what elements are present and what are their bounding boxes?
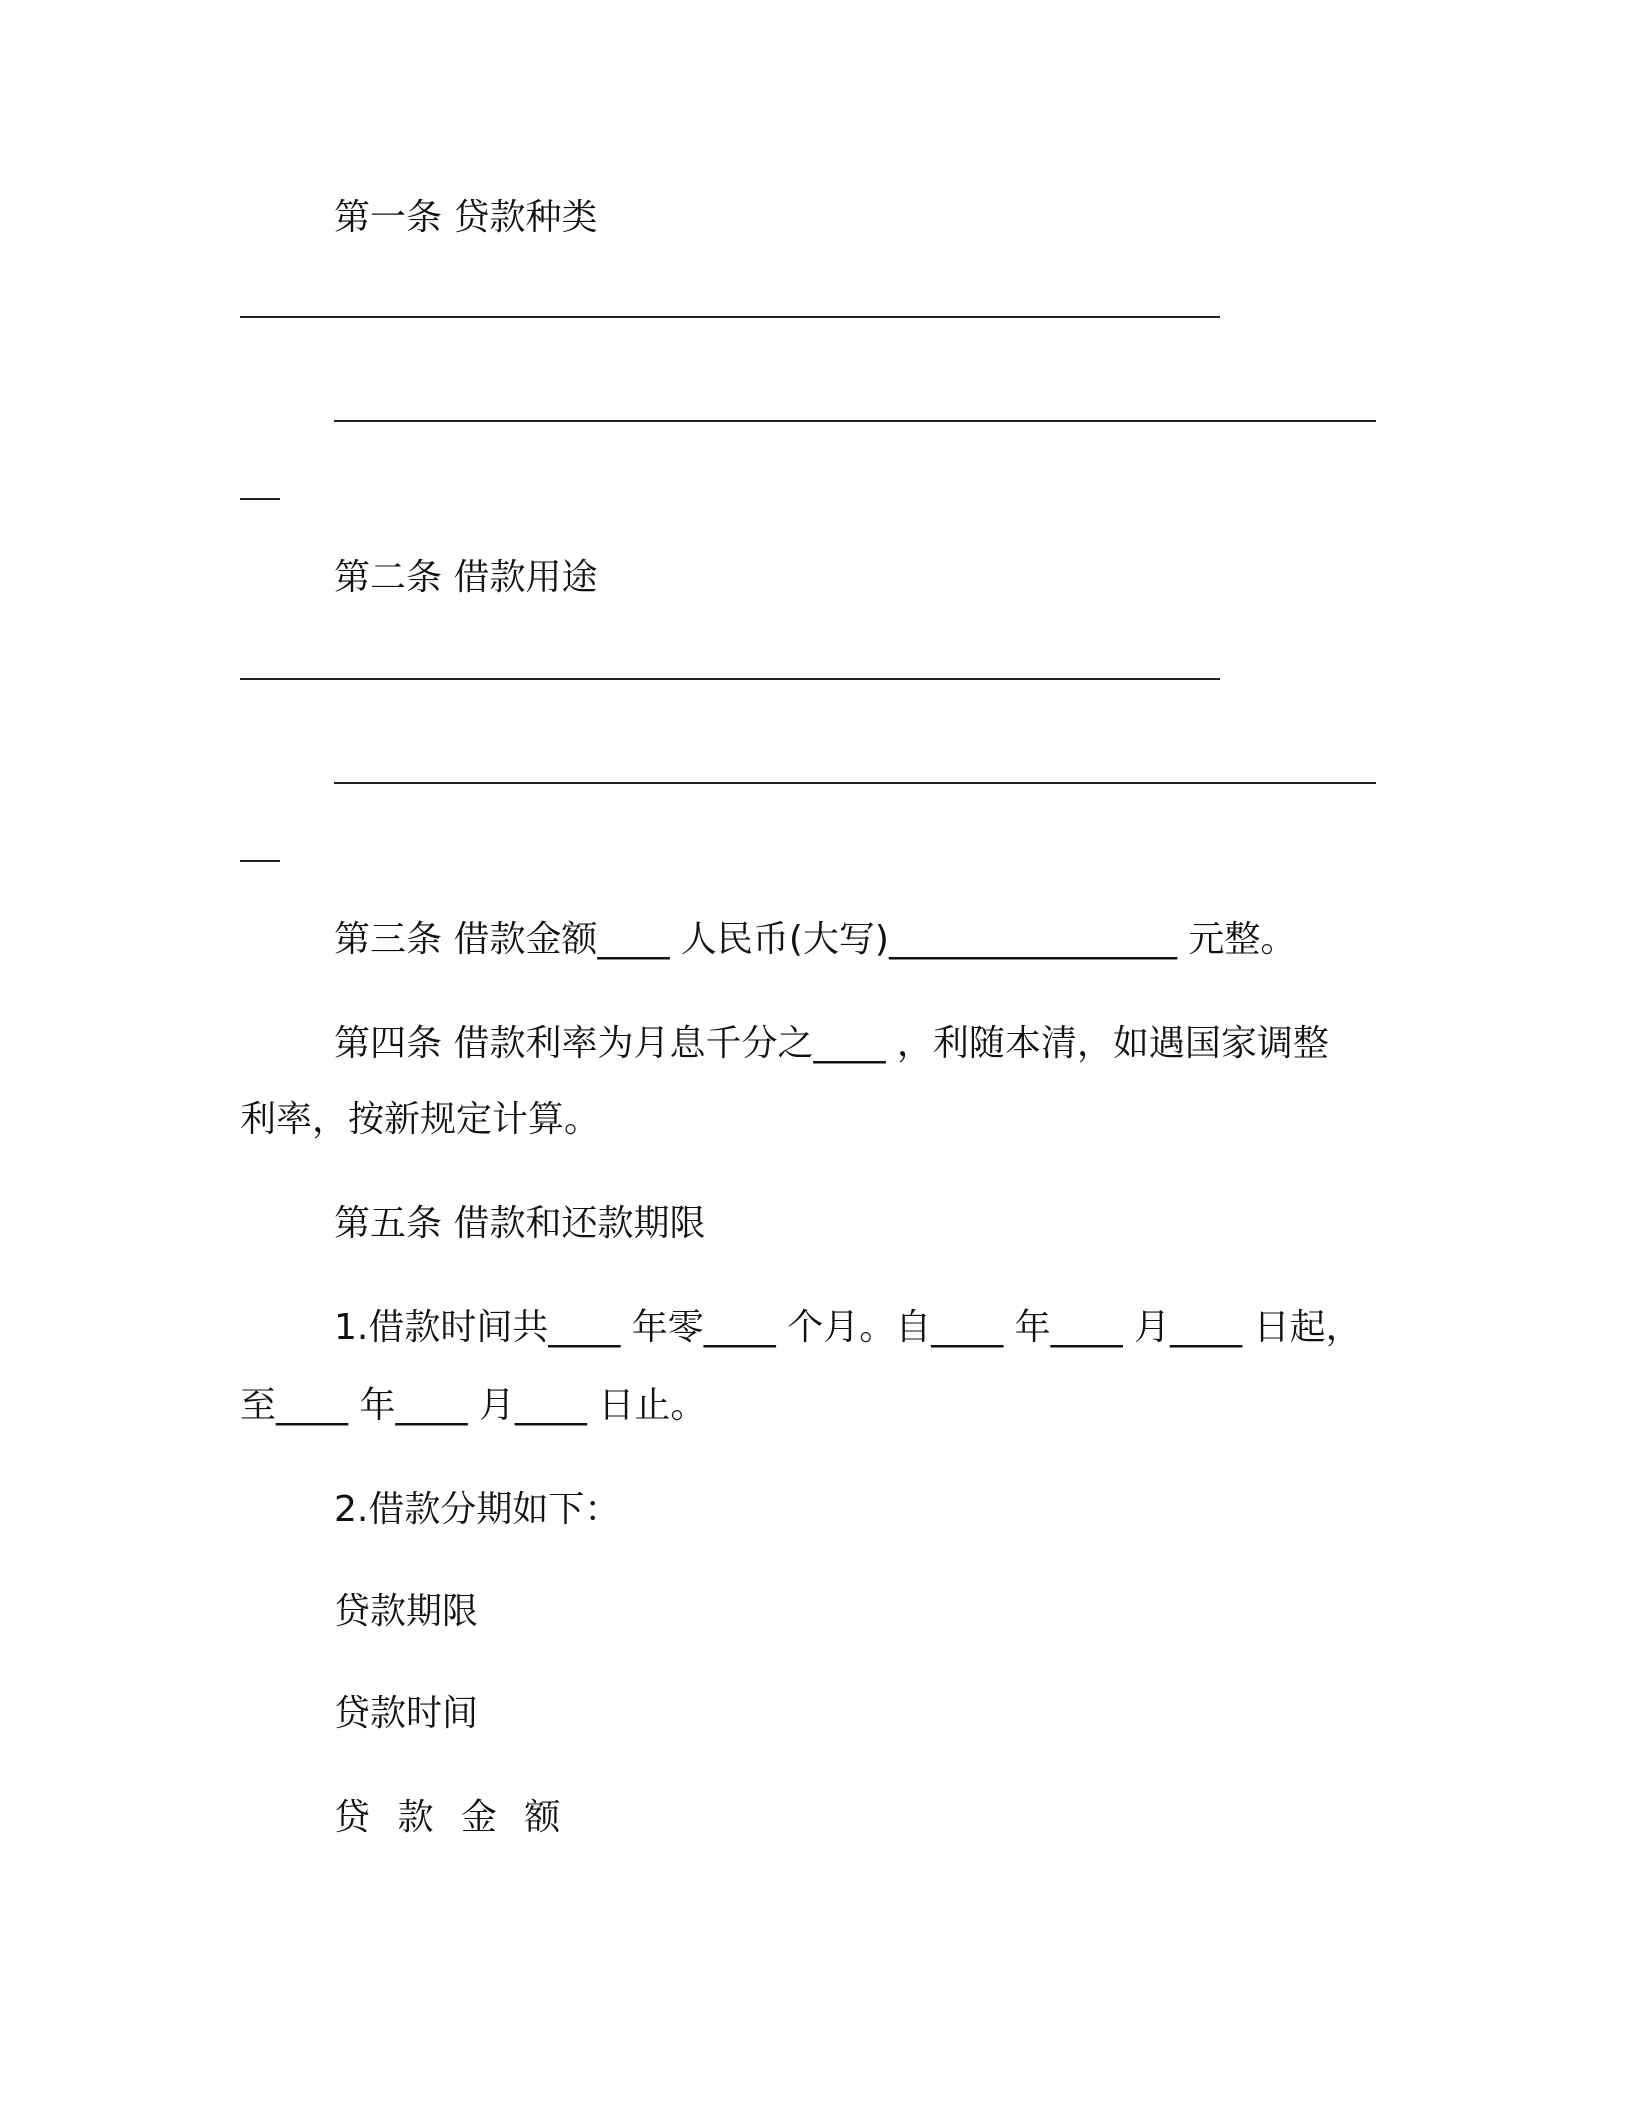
article-4-line-2: 利率，按新规定计算。 — [240, 1099, 601, 1140]
table-label-time: 贷款时间 — [334, 1693, 479, 1734]
item-1-line-2: 至____ 年____ 月____ 日止。 — [240, 1385, 707, 1426]
blank-line-article-2-b — [334, 782, 1376, 784]
article-1-heading: 第一条 贷款种类 — [334, 197, 598, 238]
table-label-term: 贷款期限 — [334, 1591, 479, 1632]
table-label-amount: 贷 款 金 额 — [334, 1797, 569, 1838]
blank-line-article-1-c — [240, 498, 280, 500]
blank-line-article-2-a — [240, 678, 1220, 680]
blank-line-article-1-b — [334, 420, 1376, 422]
item-2-text: 2.借款分期如下： — [334, 1489, 621, 1530]
article-3-text: 第三条 借款金额____ 人民币(大写)________________ 元整。 — [334, 919, 1297, 960]
article-2-heading: 第二条 借款用途 — [334, 557, 598, 598]
blank-line-article-2-c — [240, 860, 280, 862]
blank-line-article-1-a — [240, 316, 1220, 318]
article-5-heading: 第五条 借款和还款期限 — [334, 1203, 706, 1244]
item-1-line-1: 1.借款时间共____ 年零____ 个月。自____ 年____ 月____ 日起， — [334, 1307, 1362, 1348]
article-4-line-1: 第四条 借款利率为月息千分之____ ，利随本清，如遇国家调整 — [334, 1023, 1329, 1064]
